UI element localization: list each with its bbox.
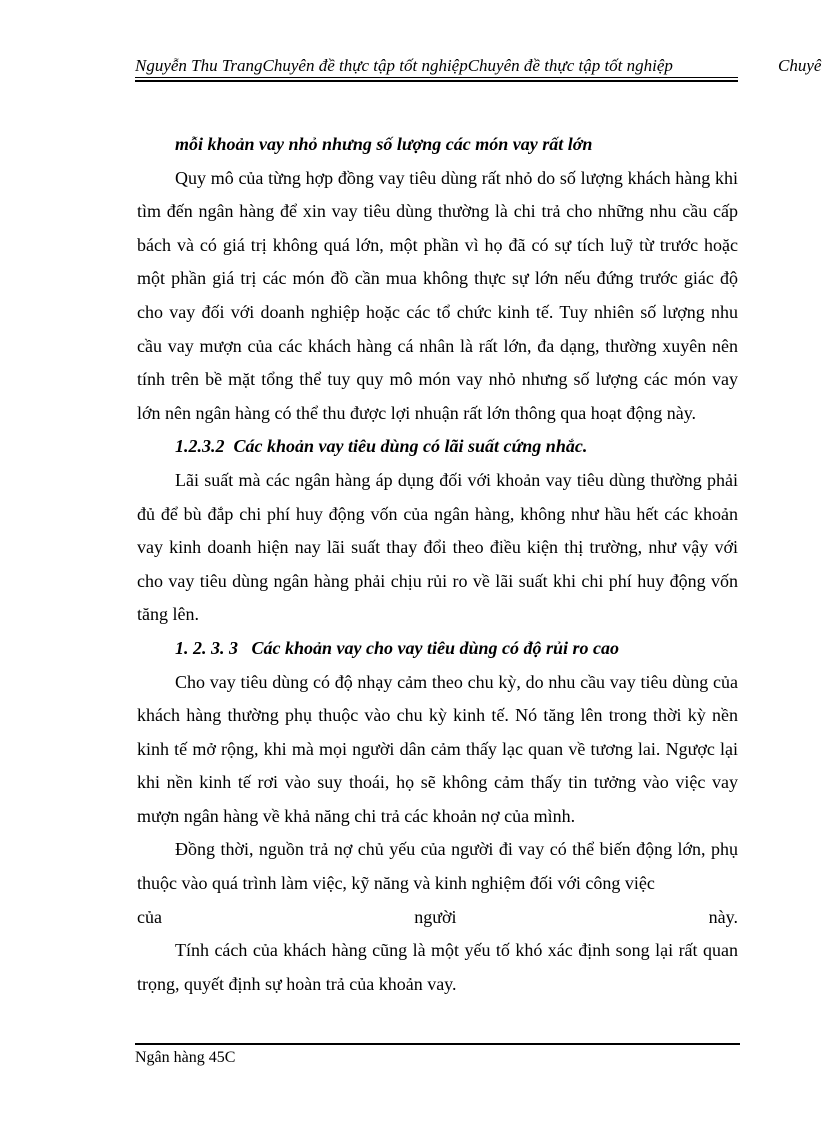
paragraph-4: Đồng thời, nguồn trả nợ chủ yếu của người đi vay có thể biến động lớn, phụ thuộc vào quá trình làm việc, kỹ năng và kinh nghiệm đối với công việc bbox=[137, 839, 738, 894]
header-left-text: Nguyễn Thu TrangChuyên đề thực tập tốt nghiệpChuyên đề thực tập tốt nghiệp bbox=[135, 56, 673, 75]
header-right-text: Chuyê bbox=[778, 56, 822, 75]
paragraph-5: Tính cách của khách hàng cũng là một yếu tố khó xác định song lại rất quan trọng, quyết định sự hoàn trả của khoản vay. bbox=[137, 940, 738, 994]
paragraph-4-last-line bbox=[137, 901, 738, 935]
paragraph-2: Lãi suất mà các ngân hàng áp dụng đối với khoản vay tiêu dùng thường phải đủ để bù đắp chi phí huy động vốn của ngân hàng, không như hầu hết các khoản vay kinh doanh hiện nay lãi suất thay đổi theo điều kiện thị trường, như vậy với cho vay tiêu dùng ngân hàng phải chịu rủi ro về lãi suất khi chi phí huy động vốn tăng lên. bbox=[137, 469, 738, 625]
section-number: 1. 2. 3. 3 bbox=[175, 637, 238, 658]
section-title: Các khoản vay cho vay tiêu dùng có độ rủi ro cao bbox=[251, 637, 619, 658]
section-title: Các khoản vay tiêu dùng có lãi suất cứng nhắc. bbox=[233, 436, 588, 457]
word: này. bbox=[708, 906, 738, 927]
word: người bbox=[414, 906, 457, 927]
section-heading-1-2-3-2 bbox=[137, 430, 738, 464]
section-heading-1-2-3-3 bbox=[137, 632, 738, 666]
header-rule-thick bbox=[135, 80, 738, 82]
section-number: 1.2.3.2 bbox=[175, 436, 225, 457]
intro-heading: mỗi khoản vay nhỏ nhưng số lượng các món vay rất lớn bbox=[175, 134, 593, 154]
document-body bbox=[137, 128, 738, 1001]
paragraph-1: Quy mô của từng hợp đồng vay tiêu dùng rất nhỏ do số lượng khách hàng khi tìm đến ngân hàng để xin vay tiêu dùng thường là chi trả cho những nhu cầu cấp bách và có giá trị không quá lớn, một phần vì họ đã có sự tích luỹ từ trước hoặc một phần giá trị các món đồ cần mua không thực sự lớn nếu đứng trước giác độ cho vay đối với doanh nghiệp hoặc các tổ chức kinh tế. Tuy nhiên số lượng nhu cầu vay mượn của các khách hàng cá nhân là rất lớn, đa dạng, thường xuyên nên tính trên bề mặt tổng thể tuy quy mô món vay nhỏ nhưng số lượng các món vay lớn nên ngân hàng có thể thu được lợi nhuận rất lớn thông qua hoạt động này. bbox=[137, 167, 738, 423]
word: của bbox=[137, 906, 162, 927]
header-rule-thin bbox=[135, 77, 738, 78]
page-header bbox=[135, 54, 835, 78]
footer-rule bbox=[135, 1043, 740, 1045]
paragraph-3: Cho vay tiêu dùng có độ nhạy cảm theo chu kỳ, do nhu cầu vay tiêu dùng của khách hàng thường phụ thuộc vào chu kỳ kinh tế. Nó tăng lên trong thời kỳ nền kinh tế mở rộng, khi mà mọi người dân cảm thấy lạc quan về tương lai. Ngược lại khi nền kinh tế rơi vào suy thoái, họ sẽ không cảm thấy tin tưởng vào việc vay mượn ngân hàng về khả năng chi trả các khoản nợ của mình. bbox=[137, 671, 738, 826]
page-footer: Ngân hàng 45C bbox=[135, 1049, 236, 1066]
